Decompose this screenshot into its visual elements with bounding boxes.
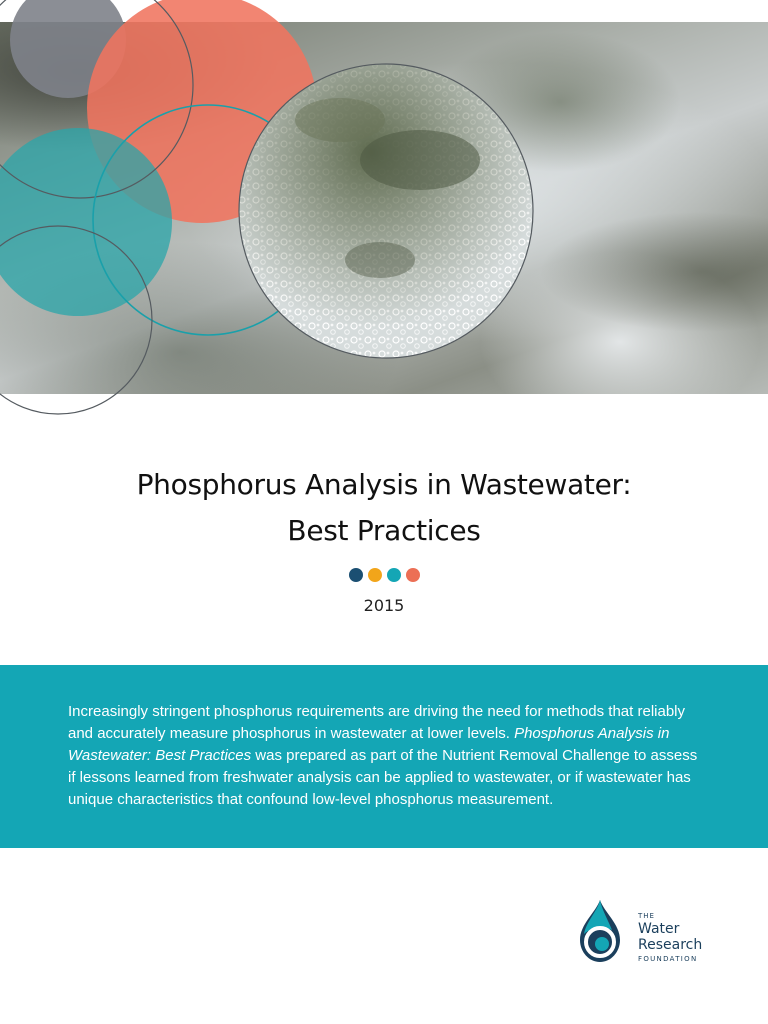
title-line-1: Phosphorus Analysis in Wastewater: [136, 468, 632, 501]
title-block [0, 462, 768, 554]
water-drop-icon [572, 898, 628, 970]
document-title [0, 462, 768, 554]
summary-italic-title: Phosphorus Analysis in Wastewater: Best Practices [68, 725, 670, 764]
logo-research: Research [638, 937, 703, 953]
title-line-2: Best Practices [287, 514, 481, 547]
dot-orange [368, 568, 382, 582]
logo-the: THE [638, 912, 655, 920]
summary-part-1: Increasingly stringent phosphorus requirements are driving the need for methods that reliably and accurately measure phosphorus in wastewater at lower levels. [68, 703, 686, 742]
dot-navy [349, 568, 363, 582]
logo-foundation: FOUNDATION [638, 955, 698, 963]
dot-teal [387, 568, 401, 582]
dot-coral [406, 568, 420, 582]
publication-year: 2015 [363, 596, 405, 615]
water-research-foundation-logo [572, 898, 732, 978]
bubble-magnifier-circle [239, 64, 533, 358]
logo-water: Water [638, 921, 680, 937]
decorative-circles [0, 0, 768, 420]
summary-text [68, 701, 708, 811]
summary-part-2: was prepared as part of the Nutrient Removal Challenge to assess if lessons learned from freshwater analysis can be applied to wastewater, or if wastewater has unique characteristics that confound low-level phosphorus measurement. [68, 747, 698, 808]
logo-wordmark [638, 912, 702, 965]
color-dots [0, 568, 768, 584]
